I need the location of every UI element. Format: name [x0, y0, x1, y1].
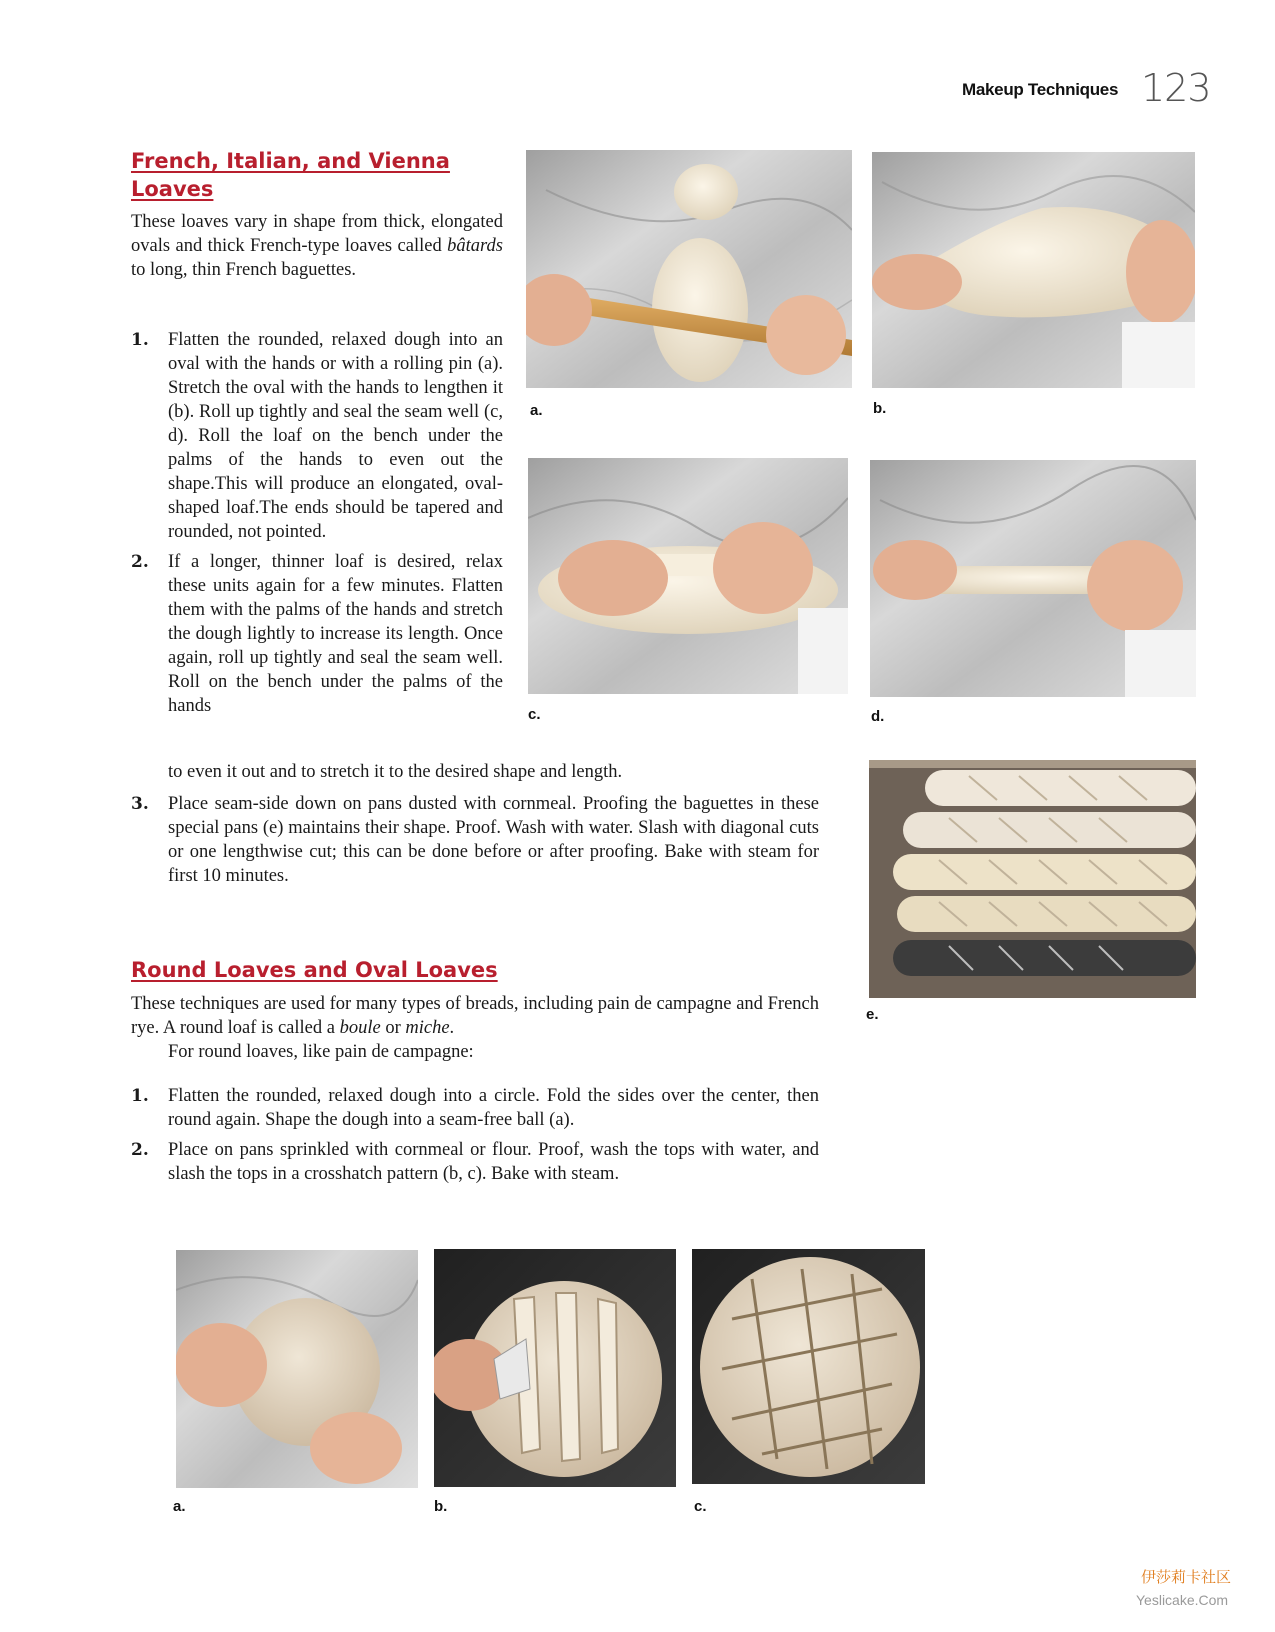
photo-stretching-oval [872, 152, 1195, 388]
photo-caption-d: d. [871, 708, 885, 725]
intro-text-end: to long, thin French baguettes. [131, 260, 357, 280]
photo-baked-crosshatch [692, 1249, 925, 1484]
photo-caption-e: e. [866, 1006, 879, 1023]
photo-shaping-ball [176, 1250, 418, 1488]
step-number: 1. [131, 1086, 149, 1106]
section1-intro [131, 210, 503, 282]
step-1 [131, 1084, 819, 1132]
intro-text-end: . [449, 1018, 455, 1038]
photo-caption-round-b: b. [434, 1498, 448, 1515]
section1-steps-narrow [131, 328, 503, 718]
step-text: Flatten the rounded, relaxed dough into a circle. Fold the sides over the center, then round again. Shape the dough into a seam-free ball (a). [168, 1086, 819, 1130]
step-number: 2. [131, 1140, 149, 1160]
section-heading-round-loaves: Round Loaves and Oval Loaves [131, 958, 498, 982]
photo-baguette-pans [869, 760, 1196, 998]
photo-slashing-boule [434, 1249, 676, 1487]
section1-step-3 [131, 792, 819, 888]
intro-term-miche: miche [405, 1018, 450, 1038]
photo-rolling-pin [526, 150, 852, 388]
intro-term-boule: boule [339, 1018, 381, 1038]
section-heading-french-loaves: French, Italian, and Vienna Loaves [131, 149, 450, 201]
step-2 [131, 1138, 819, 1186]
intro-text: These techniques are used for many types of breads, including pain de campagne and French rye. A round loaf is called a [131, 994, 819, 1038]
photo-caption-round-a: a. [173, 1498, 186, 1515]
photo-caption-b: b. [873, 400, 887, 417]
photo-rolling-up [528, 458, 848, 694]
watermark-site: Yeslicake.Com [1136, 1592, 1229, 1608]
step-text: Place on pans sprinkled with cornmeal or flour. Proof, wash the tops with water, and slash the tops in a crosshatch pattern (b, c). Bake with steam. [168, 1140, 819, 1184]
photo-rolling-loaf [870, 460, 1196, 697]
step-number: 3. [131, 794, 149, 814]
intro-term-batards: bâtards [447, 236, 503, 256]
step-text: Place seam-side down on pans dusted with cornmeal. Proofing the baguettes in these special pans (e) maintains their shape. Proof. Wash with water. Slash with diagonal cuts or one lengthwise cut; this can be done before or after proofing. Bake with steam for first 10 minutes. [168, 794, 819, 886]
intro-text-or: or [380, 1018, 406, 1038]
step-3 [131, 792, 819, 888]
section2-steps [131, 1084, 819, 1186]
step-2-continuation: to even it out and to stretch it to the desired shape and length. [168, 762, 623, 782]
step-2 [131, 550, 503, 718]
step-number: 1. [131, 330, 149, 350]
page-number: 123 [1141, 66, 1211, 110]
watermark-chinese: 伊莎莉卡社区 [1141, 1568, 1232, 1586]
section2-intro [131, 992, 819, 1064]
photo-caption-c: c. [528, 706, 541, 723]
photo-caption-round-c: c. [694, 1498, 707, 1515]
running-title: Makeup Techniques [962, 80, 1119, 99]
step-text: If a longer, thinner loaf is desired, relax these units again for a few minutes. Flatten them with the palms of the hands and stretch the dough lightly to increase its length. Once again, roll up tightly and seal the seam well. Roll on the bench under the palms of the hands [168, 552, 503, 716]
step-text: Flatten the rounded, relaxed dough into an oval with the hands or with a rolling pin (a). Stretch the oval with the hands to lengthen it (b). Roll up tightly and seal the seam well (c, d). Roll the loaf on the bench under the palms of the hands to even out the shape.This will produce an elongated, oval-shaped loaf.The ends should be tapered and rounded, not pointed. [168, 330, 503, 542]
step-1 [131, 328, 503, 544]
intro-line-2: For round loaves, like pain de campagne: [168, 1042, 474, 1062]
photo-caption-a: a. [530, 402, 543, 419]
step-number: 2. [131, 552, 149, 572]
intro-text: These loaves vary in shape from thick, elongated ovals and thick French-type loaves called [131, 212, 503, 256]
